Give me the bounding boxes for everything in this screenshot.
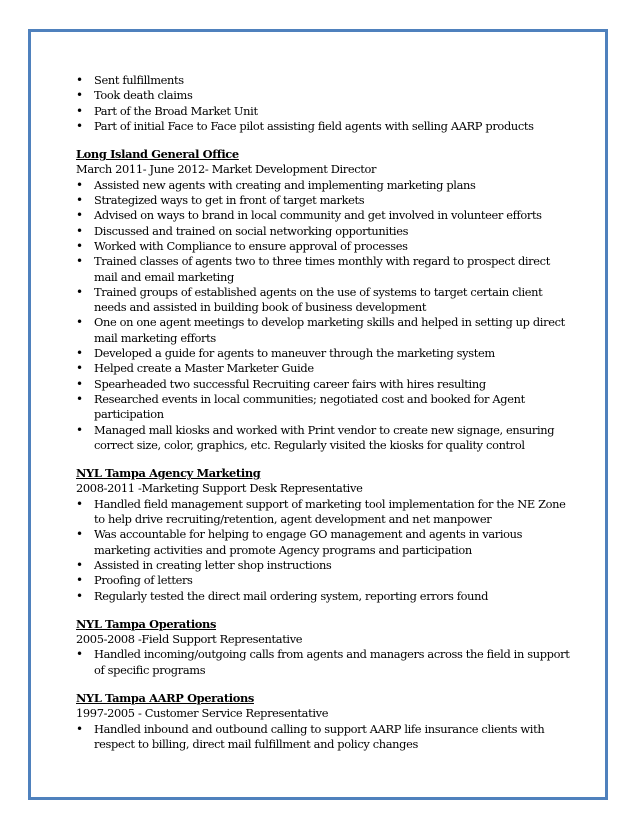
list-item: • Assisted in creating letter shop instructions bbox=[76, 558, 576, 573]
section-subheading: 2008-2011 -Marketing Support Desk Representative bbox=[76, 481, 363, 496]
list-item: • Handled field management support of marketing tool implementation for the NE Zone to help drive recruiting/retention, agent development and net manpower bbox=[76, 497, 576, 528]
list-item: • Researched events in local communities; negotiated cost and booked for Agent participation bbox=[76, 392, 576, 423]
list-item: • Discussed and trained on social networking opportunities bbox=[76, 224, 576, 239]
section-bullet-list bbox=[76, 647, 576, 678]
list-item: • Part of the Broad Market Unit bbox=[76, 104, 576, 119]
section-subheading: March 2011- June 2012- Market Development Director bbox=[76, 162, 377, 177]
section-heading: NYL Tampa Operations bbox=[76, 616, 217, 631]
list-item: • Helped create a Master Marketer Guide bbox=[76, 361, 576, 376]
list-item: • Trained groups of established agents on the use of systems to target certain client needs and assisted in building book of business development bbox=[76, 285, 576, 316]
list-item: • Developed a guide for agents to maneuver through the marketing system bbox=[76, 346, 576, 361]
list-item: • One on one agent meetings to develop marketing skills and helped in setting up direct mail marketing efforts bbox=[76, 315, 576, 346]
list-item: • Handled incoming/outgoing calls from agents and managers across the field in support of specific programs bbox=[76, 647, 576, 678]
list-item: • Worked with Compliance to ensure approval of processes bbox=[76, 239, 576, 254]
list-item: • Proofing of letters bbox=[76, 573, 576, 588]
section-heading: NYL Tampa AARP Operations bbox=[76, 690, 254, 705]
list-item: • Strategized ways to get in front of target markets bbox=[76, 193, 576, 208]
intro-bullet-list bbox=[76, 73, 576, 134]
section-heading: Long Island General Office bbox=[76, 147, 239, 162]
list-item: • Assisted new agents with creating and implementing marketing plans bbox=[76, 178, 576, 193]
section-tampa-agency-marketing bbox=[76, 466, 576, 604]
list-item: • Spearheaded two successful Recruiting career fairs with hires resulting bbox=[76, 377, 576, 392]
section-subheading: 1997-2005 - Customer Service Representative bbox=[76, 706, 329, 721]
list-item: • Handled inbound and outbound calling to support AARP life insurance clients with respect to billing, direct mail fulfillment and policy changes bbox=[76, 722, 576, 753]
list-item: • Advised on ways to brand in local community and get involved in volunteer efforts bbox=[76, 208, 576, 223]
list-item: • Sent fulfillments bbox=[76, 73, 576, 88]
section-long-island bbox=[76, 147, 576, 453]
section-bullet-list bbox=[76, 722, 576, 753]
section-subheading: 2005-2008 -Field Support Representative bbox=[76, 632, 303, 647]
resume-content bbox=[76, 73, 576, 752]
section-tampa-operations bbox=[76, 617, 576, 678]
section-bullet-list bbox=[76, 497, 576, 604]
list-item: • Managed mall kiosks and worked with Print vendor to create new signage, ensuring correct size, color, graphics, etc. Regularly visited the kiosks for quality control bbox=[76, 423, 576, 454]
section-tampa-aarp-operations bbox=[76, 691, 576, 752]
list-item: • Was accountable for helping to engage GO management and agents in various marketing activities and promote Agency programs and participation bbox=[76, 527, 576, 558]
list-item: • Trained classes of agents two to three times monthly with regard to prospect direct mail and email marketing bbox=[76, 254, 576, 285]
list-item: • Part of initial Face to Face pilot assisting field agents with selling AARP products bbox=[76, 119, 576, 134]
list-item: • Took death claims bbox=[76, 88, 576, 103]
section-bullet-list bbox=[76, 178, 576, 453]
section-heading: NYL Tampa Agency Marketing bbox=[76, 466, 261, 481]
list-item: • Regularly tested the direct mail ordering system, reporting errors found bbox=[76, 589, 576, 604]
